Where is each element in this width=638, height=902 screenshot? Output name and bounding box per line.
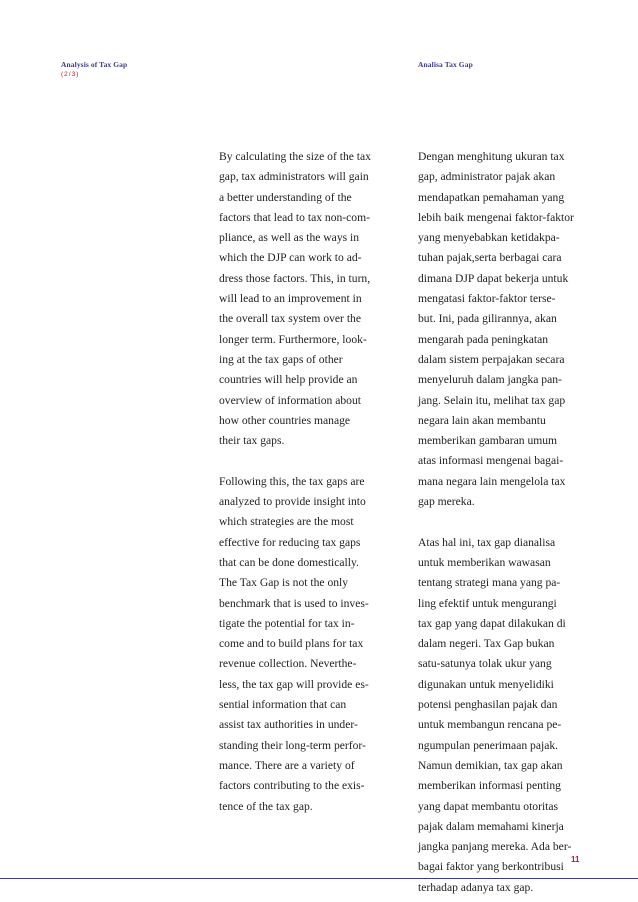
indonesian-text-column xyxy=(418,147,586,898)
text-line: Namun demikian, tax gap akan xyxy=(418,758,563,772)
text-line: factors that lead to tax non-com- xyxy=(219,210,370,224)
english-text-column xyxy=(219,147,385,817)
text-line: ngumpulan penerimaan pajak. xyxy=(418,738,559,752)
text-line: yang menyebabkan ketidakpa- xyxy=(418,231,560,245)
text-line: menyeluruh dalam jangka pan- xyxy=(418,373,562,387)
text-line: memberikan gambaran umum xyxy=(418,434,558,448)
text-line: dalam sistem perpajakan secara xyxy=(418,352,565,366)
text-line: that can be done domestically. xyxy=(219,555,359,569)
text-line: the overall tax system over the xyxy=(219,312,361,326)
text-line: mengarah pada peningkatan xyxy=(418,332,549,346)
text-line: negara lain akan membantu xyxy=(418,413,546,427)
text-line: which strategies are the most xyxy=(219,515,354,529)
text-line: tax gap yang dapat dilakukan di xyxy=(418,616,566,630)
text-line: ling efektif untuk mengurangi xyxy=(418,596,557,610)
text-line: will lead to an improvement in xyxy=(219,292,362,306)
text-line: gap, tax administrators will gain xyxy=(219,170,369,184)
text-line: satu-satunya tolak ukur yang xyxy=(418,657,552,671)
text-line: their tax gaps. xyxy=(219,434,285,448)
text-line: untuk membangun rencana pe- xyxy=(418,718,562,732)
text-line: gap, administrator pajak akan xyxy=(418,170,556,184)
text-line: mengatasi faktor-faktor terse- xyxy=(418,292,556,306)
text-line: Following this, the tax gaps are xyxy=(219,474,365,488)
text-line: dalam negeri. Tax Gap bukan xyxy=(418,637,555,651)
text-line: ing at the tax gaps of other xyxy=(219,352,343,366)
text-line: how other countries manage xyxy=(219,413,351,427)
text-line: lebih baik mengenai faktor-faktor xyxy=(418,210,574,224)
text-line: overview of information about xyxy=(219,393,361,407)
text-line: memberikan informasi penting xyxy=(418,779,561,793)
text-line: bagai faktor yang berkontribusi xyxy=(418,860,564,874)
text-line: dimana DJP dapat bekerja untuk xyxy=(418,271,569,285)
text-line: Atas hal ini, tax gap dianalisa xyxy=(418,535,556,549)
text-line: jangka panjang mereka. Ada ber- xyxy=(418,840,572,854)
text-line: assist tax authorities in under- xyxy=(219,718,358,732)
text-line: gap mereka. xyxy=(418,495,475,509)
text-line: tence of the tax gap. xyxy=(219,799,313,813)
text-line: sential information that can xyxy=(219,698,347,712)
text-line: benchmark that is used to inves- xyxy=(219,596,369,610)
text-line: mendapatkan pemahaman yang xyxy=(418,190,565,204)
text-line: which the DJP can work to ad- xyxy=(219,251,362,265)
text-line: Dengan menghitung ukuran tax xyxy=(418,150,565,163)
text-line: analyzed to provide insight into xyxy=(219,495,366,509)
running-head-indonesian: Analisa Tax Gap xyxy=(418,60,473,69)
running-head-english: Analysis of Tax Gap xyxy=(61,60,128,69)
text-line: pajak dalam memahami kinerja xyxy=(418,819,564,833)
text-line: atas informasi mengenai bagai- xyxy=(418,454,564,468)
paragraph-gap xyxy=(219,451,385,471)
text-line: longer term. Furthermore, look- xyxy=(219,332,367,346)
text-line: less, the tax gap will provide es- xyxy=(219,677,369,691)
text-line: standing their long-term perfor- xyxy=(219,738,366,752)
text-line: a better understanding of the xyxy=(219,190,352,204)
text-line: countries will help provide an xyxy=(219,373,358,387)
text-line: The Tax Gap is not the only xyxy=(219,576,349,590)
text-line: but. Ini, pada gilirannya, akan xyxy=(418,312,557,326)
footer-rule xyxy=(0,878,638,879)
text-line: dress those factors. This, in turn, xyxy=(219,271,371,285)
text-line: potensi penghasilan pajak dan xyxy=(418,698,558,712)
running-head-part-indicator: (2/3) xyxy=(61,71,80,78)
text-line: yang dapat membantu otoritas xyxy=(418,799,559,813)
text-line: revenue collection. Neverthe- xyxy=(219,657,357,671)
text-line: tentang strategi mana yang pa- xyxy=(418,576,561,590)
text-line: tigate the potential for tax in- xyxy=(219,616,355,630)
text-line: By calculating the size of the tax xyxy=(219,150,371,163)
text-line: untuk memberikan wawasan xyxy=(418,555,551,569)
text-line: effective for reducing tax gaps xyxy=(219,535,361,549)
text-line: mance. There are a variety of xyxy=(219,758,355,772)
page-number: 11 xyxy=(571,855,580,864)
paragraph-gap xyxy=(418,512,586,532)
text-line: pliance, as well as the ways in xyxy=(219,231,360,245)
text-line: mana negara lain mengelola tax xyxy=(418,474,566,488)
text-line: digunakan untuk menyelidiki xyxy=(418,677,554,691)
text-line: come and to build plans for tax xyxy=(219,637,364,651)
text-line: factors contributing to the exis- xyxy=(219,779,365,793)
text-line: tuhan pajak,serta berbagai cara xyxy=(418,251,562,265)
text-line: terhadap adanya tax gap. xyxy=(418,880,534,894)
text-line: jang. Selain itu, melihat tax gap xyxy=(418,393,566,407)
